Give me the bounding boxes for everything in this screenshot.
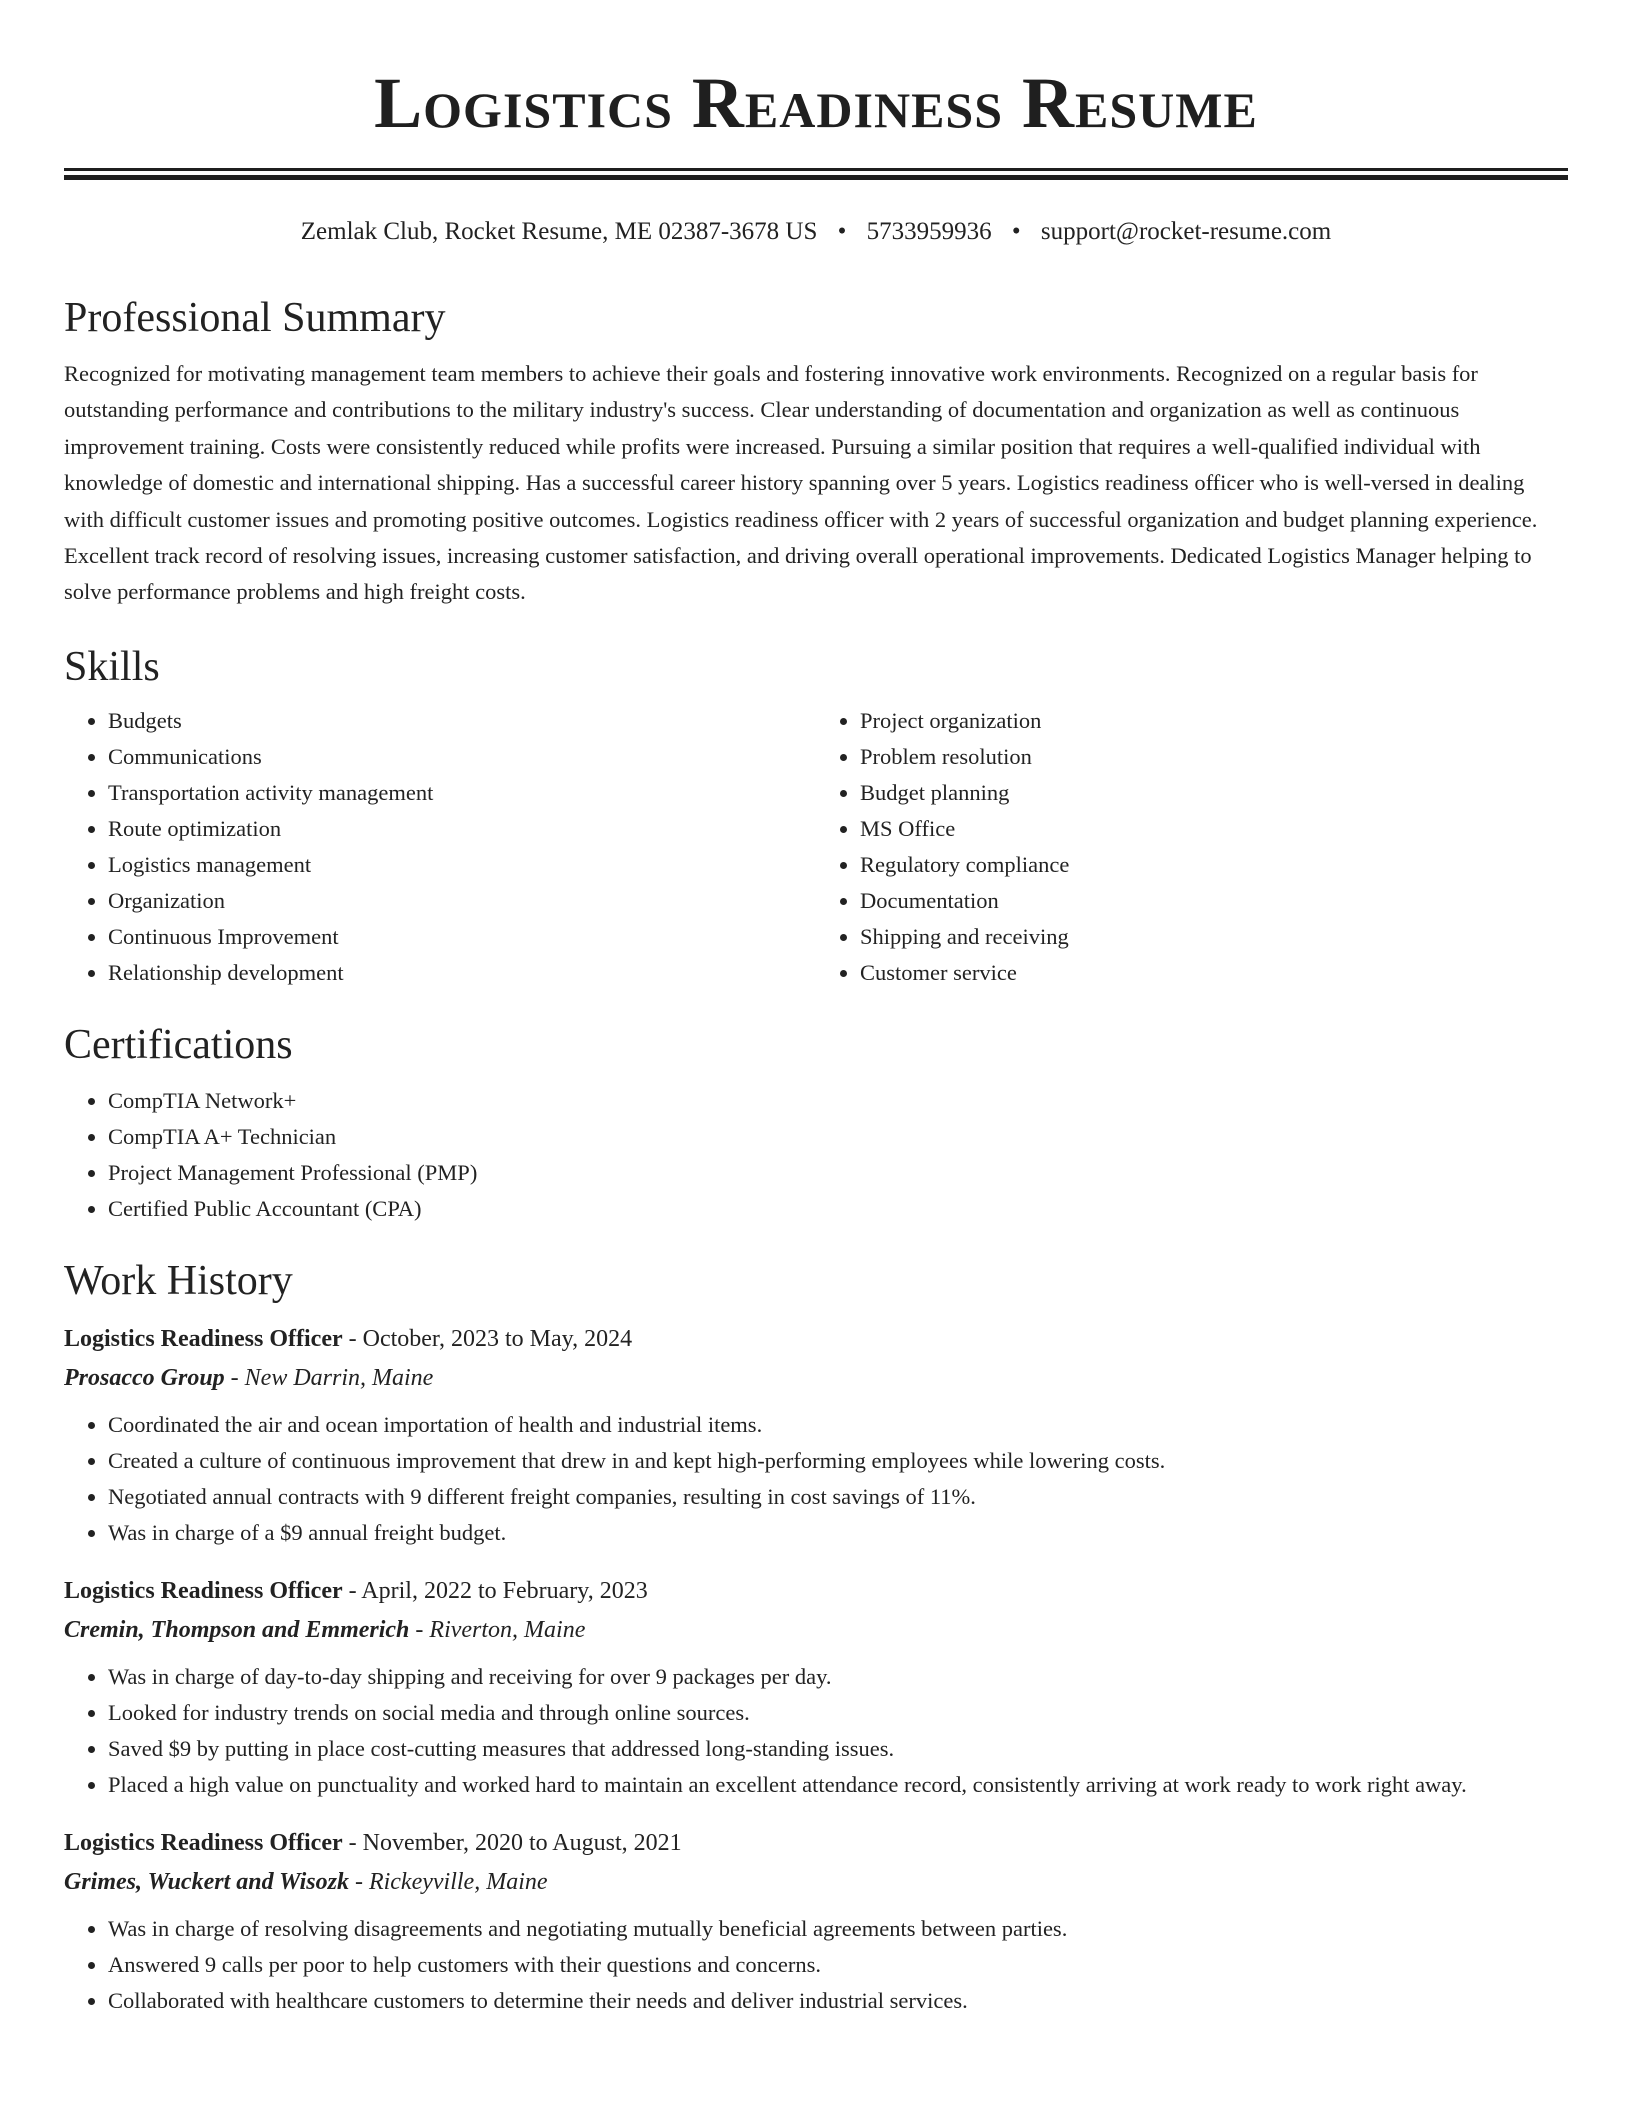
job-entry xyxy=(64,1823,1568,2019)
job-company: Grimes, Wuckert and Wisozk xyxy=(64,1868,349,1895)
job-location: New Darrin, Maine xyxy=(244,1364,434,1391)
skill-item: • Budgets xyxy=(108,703,816,739)
job-company-line: Cremin, Thompson and Emmerich - Riverton, Maine xyxy=(64,1616,586,1643)
skill-item: • Continuous Improvement xyxy=(108,919,816,955)
certification-item: • CompTIA A+ Technician xyxy=(108,1119,1568,1155)
certification-item: • CompTIA Network+ xyxy=(108,1083,1568,1119)
skill-item: • MS Office xyxy=(860,811,1568,847)
job-bullet: • Placed a high value on punctuality and worked hard to maintain an excellent attendance record, consistently arriving at work ready to work right away. xyxy=(108,1767,1568,1803)
job-bullet: • Created a culture of continuous improvement that drew in and kept high-performing employees while lowering costs. xyxy=(108,1443,1568,1479)
job-dates: November, 2020 to August, 2021 xyxy=(362,1829,682,1856)
job-bullets xyxy=(64,1407,1568,1551)
skill-item: • Shipping and receiving xyxy=(860,919,1568,955)
resume-page xyxy=(64,0,1568,2019)
skills-list-right xyxy=(816,703,1568,991)
job-bullet: • Answered 9 calls per poor to help customers with their questions and concerns. xyxy=(108,1947,1568,1983)
job-bullet: • Saved $9 by putting in place cost-cutting measures that addressed long-standing issues. xyxy=(108,1731,1568,1767)
skill-item: • Logistics management xyxy=(108,847,816,883)
certifications-list xyxy=(64,1083,1568,1227)
job-company-line: Prosacco Group - New Darrin, Maine xyxy=(64,1364,434,1391)
job-bullets xyxy=(64,1659,1568,1803)
job-entry xyxy=(64,1319,1568,1551)
skill-item: • Customer service xyxy=(860,955,1568,991)
summary-heading: Professional Summary xyxy=(64,295,446,341)
skill-item: • Communications xyxy=(108,739,816,775)
skill-item: • Relationship development xyxy=(108,955,816,991)
job-title-line: Logistics Readiness Officer - October, 2023 to May, 2024 xyxy=(64,1325,633,1352)
summary-text: Recognized for motivating management team members to achieve their goals and fostering innovative work environments. Recognized on a regular basis for outstanding performance and contributions to the military industry's success. Clear understanding of documentation and organization as well as continuous improvement training. Costs were consistently reduced while profits were increased. Pursuing a similar position that requires a well-qualified individual with knowledge of domestic and international shipping. Has a successful career history spanning over 5 years. Logistics readiness officer who is well-versed in dealing with difficult customer issues and promoting positive outcomes. Logistics readiness officer with 2 years of successful organization and budget planning experience. Excellent track record of resolving issues, increasing customer satisfaction, and driving overall operational improvements. Dedicated Logistics Manager helping to solve performance problems and high freight costs. xyxy=(64,361,1538,605)
certification-item: • Certified Public Accountant (CPA) xyxy=(108,1191,1568,1227)
job-bullet: • Collaborated with healthcare customers to determine their needs and deliver industrial services. xyxy=(108,1983,1568,2019)
job-title: Logistics Readiness Officer xyxy=(64,1325,343,1352)
job-title: Logistics Readiness Officer xyxy=(64,1577,343,1604)
skills-heading: Skills xyxy=(64,643,160,690)
job-dates: October, 2023 to May, 2024 xyxy=(362,1325,633,1352)
job-bullets xyxy=(64,1911,1568,2019)
certification-item: • Project Management Professional (PMP) xyxy=(108,1155,1568,1191)
job-bullet: • Negotiated annual contracts with 9 different freight companies, resulting in cost savings of 11%. xyxy=(108,1479,1568,1515)
job-bullet: • Was in charge of day-to-day shipping and receiving for over 9 packages per day. xyxy=(108,1659,1568,1695)
contact-address: Zemlak Club, Rocket Resume, ME 02387-3678 US xyxy=(300,218,818,245)
skill-item: • Problem resolution xyxy=(860,739,1568,775)
contact-phone: 5733959936 xyxy=(866,218,992,245)
job-location: Riverton, Maine xyxy=(429,1616,586,1643)
resume-title: Logistics Readiness Resume xyxy=(374,63,1258,143)
job-title-line: Logistics Readiness Officer - November, 2020 to August, 2021 xyxy=(64,1829,682,1856)
skills-list-left xyxy=(64,703,816,991)
job-bullet: • Looked for industry trends on social media and through online sources. xyxy=(108,1695,1568,1731)
contact-separator: • xyxy=(1011,218,1021,245)
job-entry xyxy=(64,1571,1568,1803)
contact-separator: • xyxy=(837,218,847,245)
job-company: Cremin, Thompson and Emmerich xyxy=(64,1616,410,1643)
skill-item: • Project organization xyxy=(860,703,1568,739)
job-title-line: Logistics Readiness Officer - April, 2022 to February, 2023 xyxy=(64,1577,648,1604)
work-history-heading: Work History xyxy=(64,1257,293,1304)
job-bullet: • Coordinated the air and ocean importation of health and industrial items. xyxy=(108,1407,1568,1443)
certifications-heading: Certifications xyxy=(64,1021,293,1068)
job-location: Rickeyville, Maine xyxy=(368,1868,548,1895)
skill-item: • Organization xyxy=(108,883,816,919)
contact-line xyxy=(64,216,1568,248)
skill-item: • Regulatory compliance xyxy=(860,847,1568,883)
skill-item: • Transportation activity management xyxy=(108,775,816,811)
skill-item: • Documentation xyxy=(860,883,1568,919)
job-company-line: Grimes, Wuckert and Wisozk - Rickeyville, Maine xyxy=(64,1868,548,1895)
skills-columns xyxy=(64,703,1568,991)
job-company: Prosacco Group xyxy=(64,1364,225,1391)
skill-item: • Route optimization xyxy=(108,811,816,847)
job-bullet: • Was in charge of a $9 annual freight budget. xyxy=(108,1515,1568,1551)
title-divider xyxy=(64,168,1568,180)
job-dates: April, 2022 to February, 2023 xyxy=(361,1577,648,1604)
skill-item: • Budget planning xyxy=(860,775,1568,811)
job-bullet: • Was in charge of resolving disagreements and negotiating mutually beneficial agreements between parties. xyxy=(108,1911,1568,1947)
job-title: Logistics Readiness Officer xyxy=(64,1829,343,1856)
contact-email: support@rocket-resume.com xyxy=(1040,218,1332,245)
